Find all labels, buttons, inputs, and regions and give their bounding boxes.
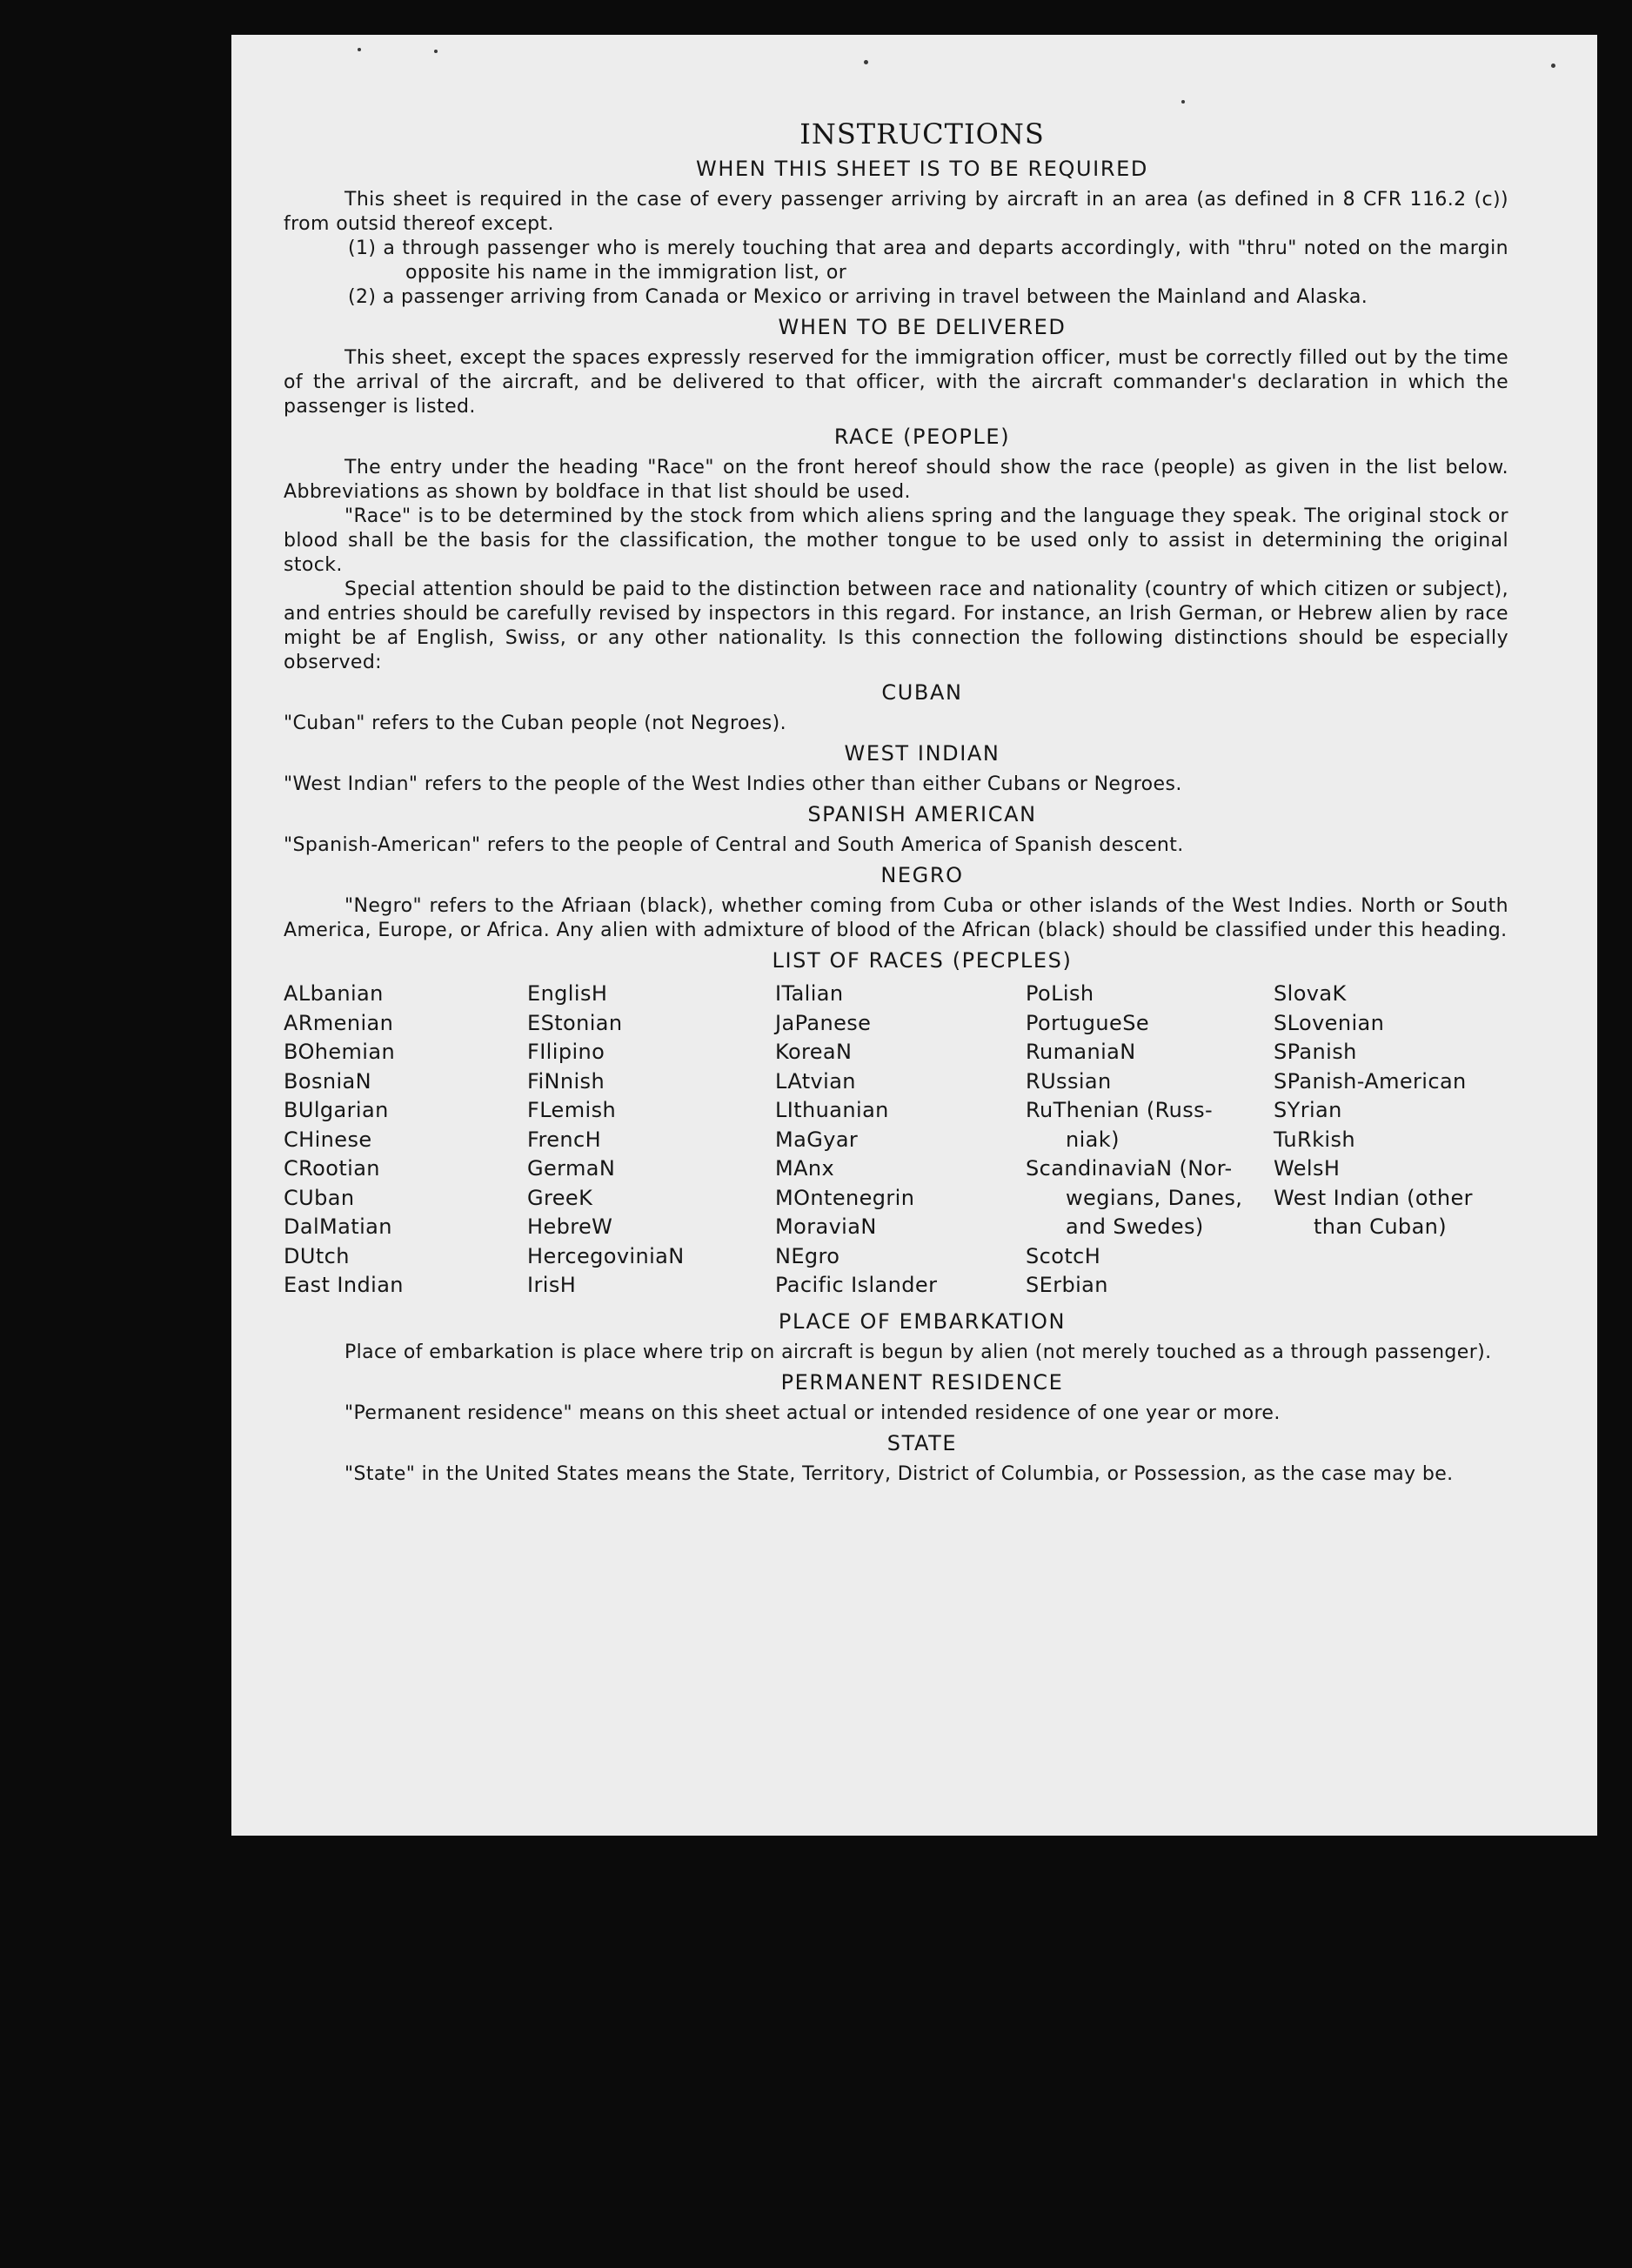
race-entry: SLovenian (1274, 1010, 1385, 1035)
race-entry: BUlgarian (284, 1098, 389, 1122)
race-entry: SYrian (1274, 1098, 1342, 1122)
race-entry: WelsH (1274, 1156, 1341, 1181)
heading-race: RACE (PEOPLE) (833, 425, 1011, 449)
race-entry: SPanish (1274, 1040, 1357, 1064)
when-required-intro: This sheet is required in the case of every passenger arriving by aircraft in an area (as defined in 8 CFR 116.2 (c)) from outsid thereof except. (284, 189, 1508, 235)
race-entry: DUtch (284, 1243, 350, 1268)
race-entry: Pacific Islander (775, 1273, 938, 1297)
speck (1551, 64, 1555, 68)
races-column-3 (775, 980, 1026, 1301)
cuban-text: "Cuban" refers to the Cuban people (not Negroes). (284, 713, 786, 734)
race-entry: GreeK (527, 1185, 593, 1210)
spanish-american-text: "Spanish-American" refers to the people of Central and South America of Spanish descent. (284, 834, 1184, 856)
race-entry: NEgro (775, 1243, 840, 1268)
race-paragraph-2: "Race" is to be determined by the stock from which aliens spring and the language they speak. The original stock or blood shall be the basis for the classification, the mother tongue to be used only to assist in determining the original stock. (284, 505, 1508, 576)
race-entry: BosniaN (284, 1068, 371, 1094)
document-sheet (231, 35, 1597, 1836)
race-entry: ALbanian (284, 981, 384, 1006)
race-entry: CUban (284, 1185, 355, 1210)
race-paragraph-1: The entry under the heading "Race" on the front hereof should show the race (people) as given in the list below. Abbreviations as shown by boldface in that list should be used. (284, 457, 1508, 503)
race-entry: EnglisH (527, 981, 608, 1006)
heading-when-required: WHEN THIS SHEET IS TO BE REQUIRED (696, 157, 1148, 181)
race-entry-continuation: wegians, Danes, (1066, 1185, 1243, 1210)
race-entry-continuation: niak) (1066, 1127, 1120, 1152)
race-entry: West Indian (other (1274, 1185, 1473, 1210)
speck (434, 50, 438, 53)
race-entry: FiNnish (527, 1068, 605, 1094)
race-paragraph-3: Special attention should be paid to the distinction between race and nationality (country of which citizen or subject), and entries should be carefully revised by inspectors in this regard. For instance, an Irish German, or Hebrew alien by race might be af English, Swiss, or any other nationality. Is this connection the following distinctions should be especially observed: (284, 579, 1508, 673)
race-entry: CHinese (284, 1127, 372, 1152)
races-column-4 (1026, 980, 1274, 1301)
race-entry: DalMatian (284, 1214, 392, 1239)
race-entry: HercegoviniaN (527, 1243, 685, 1268)
embarkation-text: Place of embarkation is place where trip on aircraft is begun by alien (not merely touched as a through passenger). (344, 1341, 1492, 1363)
race-entry-continuation: and Swedes) (1066, 1214, 1204, 1239)
heading-spanish-american: SPANISH AMERICAN (807, 802, 1037, 826)
race-entry: GermaN (527, 1156, 616, 1181)
race-entry: ARmenian (284, 1010, 394, 1035)
heading-cuban: CUBAN (881, 680, 963, 705)
race-entry: TuRkish (1274, 1127, 1355, 1152)
race-entry: HebreW (527, 1214, 613, 1239)
race-entry: RumaniaN (1026, 1040, 1136, 1064)
race-entry: PoLish (1026, 981, 1094, 1006)
race-entry: MoraviaN (775, 1214, 877, 1239)
negro-text: "Negro" refers to the Afriaan (black), whether coming from Cuba or other islands of the West Indies. North or South America, Europe, or Africa. Any alien with admixture of blood of the African (black) should be classified under this heading. (284, 895, 1508, 941)
heading-place-of-embarkation: PLACE OF EMBARKATION (778, 1308, 1067, 1334)
races-list (284, 980, 1508, 1301)
race-entry: East Indian (284, 1273, 404, 1297)
page-title: INSTRUCTIONS (799, 117, 1045, 151)
race-entry: LAtvian (775, 1068, 856, 1094)
race-entry: MAnx (775, 1156, 835, 1181)
heading-permanent-residence: PERMANENT RESIDENCE (780, 1369, 1064, 1395)
race-entry: ScandinaviaN (Nor- (1026, 1156, 1233, 1181)
west-indian-text: "West Indian" refers to the people of the West Indies other than either Cubans or Negroes. (284, 773, 1182, 795)
when-required-item-1: (1) a through passenger who is merely touching that area and departs accordingly, with "thru" noted on the margin opposite his name in the immigration list, or (348, 238, 1508, 284)
state-text: "State" in the United States means the State, Territory, District of Columbia, or Possession, as the case may be. (344, 1462, 1454, 1485)
race-entry: JaPanese (775, 1010, 872, 1035)
race-entry: IrisH (527, 1273, 577, 1297)
race-entry: MaGyar (775, 1127, 859, 1152)
when-delivered-text: This sheet, except the spaces expressly reserved for the immigration officer, must be correctly filled out by the time of the arrival of the aircraft, and be delivered to that officer, with the aircraft commander's declaration in which the passenger is listed. (284, 347, 1508, 418)
heading-when-delivered: WHEN TO BE DELIVERED (778, 315, 1067, 339)
when-required-item-2: (2) a passenger arriving from Canada or Mexico or arriving in travel between the Mainland and Alaska. (348, 286, 1368, 308)
heading-west-indian: WEST INDIAN (844, 741, 1000, 766)
race-entry: BOhemian (284, 1040, 396, 1064)
race-entry: SPanish-American (1274, 1068, 1467, 1094)
race-entry: PortugueSe (1026, 1010, 1149, 1035)
heading-negro: NEGRO (880, 863, 964, 887)
race-entry: FrencH (527, 1127, 602, 1152)
race-entry: SErbian (1026, 1273, 1108, 1297)
residence-text: "Permanent residence" means on this sheet actual or intended residence of one year or more. (344, 1402, 1281, 1424)
speck (864, 60, 868, 64)
race-entry: KoreaN (775, 1040, 853, 1064)
race-entry: MOntenegrin (775, 1185, 915, 1210)
heading-state: STATE (886, 1430, 958, 1455)
race-entry: FLemish (527, 1098, 617, 1122)
race-entry: RuThenian (Russ- (1026, 1098, 1214, 1122)
race-entry: EStonian (527, 1010, 623, 1035)
race-entry: ITalian (775, 981, 844, 1006)
race-entry: FIlipino (527, 1040, 605, 1064)
race-entry: ScotcH (1026, 1243, 1101, 1268)
speck (358, 48, 361, 51)
race-entry: CRootian (284, 1156, 380, 1181)
race-entry: SlovaK (1274, 981, 1347, 1006)
instructions-content (284, 117, 1508, 1487)
races-column-2 (527, 980, 775, 1301)
race-entry-continuation: than Cuban) (1314, 1214, 1448, 1239)
races-column-1 (284, 980, 527, 1301)
speck (1181, 100, 1185, 104)
race-entry: LIthuanian (775, 1098, 889, 1122)
race-entry: RUssian (1026, 1068, 1112, 1094)
races-column-5 (1274, 980, 1508, 1301)
heading-list-of-races: LIST OF RACES (PECPLES) (772, 948, 1073, 973)
